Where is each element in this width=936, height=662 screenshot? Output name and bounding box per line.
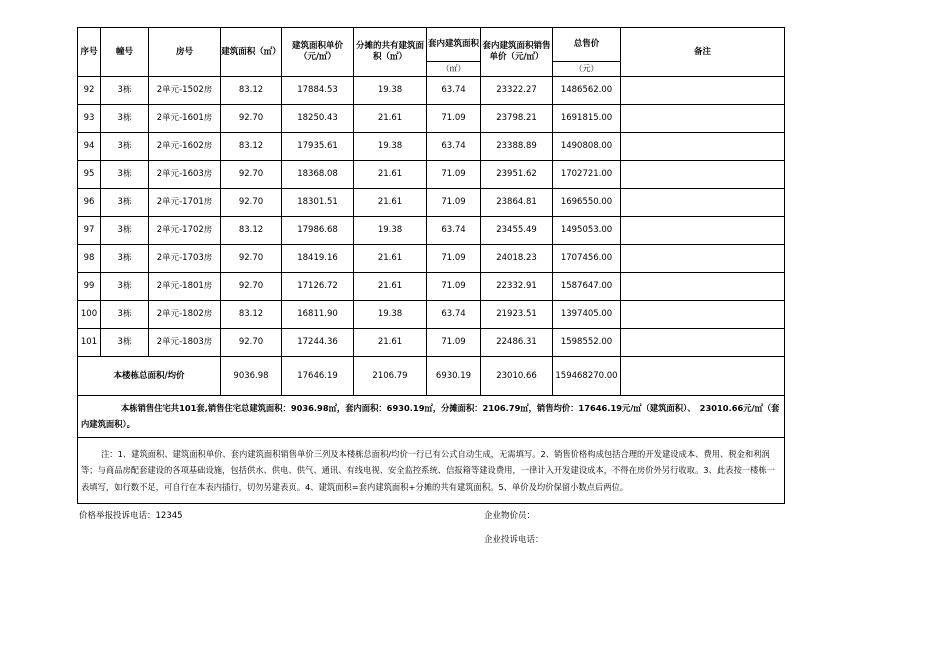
table-row <box>78 105 785 133</box>
cell-room: 2单元-1801房 <box>149 273 221 301</box>
header-total-price: 总售价 <box>553 28 621 62</box>
cell-remark <box>621 329 785 357</box>
header-area-price: 建筑面积单价（元/㎡） <box>282 28 354 77</box>
cell-shared-area: 19.38 <box>354 77 427 105</box>
header-inner-price: 套内建筑面积销售单价（元/㎡） <box>481 28 553 77</box>
company-hotline: 企业投诉电话： <box>484 535 544 545</box>
cell-total-price: 1696550.00 <box>553 189 621 217</box>
cell-shared-area: 21.61 <box>354 329 427 357</box>
cell-shared-area: 19.38 <box>354 217 427 245</box>
cell-inner-area: 71.09 <box>427 161 481 189</box>
cell-building: 3栋 <box>101 273 149 301</box>
cell-seq: 92 <box>78 77 101 105</box>
cell-seq: 99 <box>78 273 101 301</box>
cell-seq: 98 <box>78 245 101 273</box>
cell-shared-area: 19.38 <box>354 133 427 161</box>
cell-remark <box>621 161 785 189</box>
cell-remark <box>621 245 785 273</box>
cell-inner-price: 23864.81 <box>481 189 553 217</box>
cell-shared-area: 21.61 <box>354 105 427 133</box>
cell-area-price: 17126.72 <box>282 273 354 301</box>
cell-shared-area: 21.61 <box>354 245 427 273</box>
summary-cell <box>78 396 785 438</box>
cell-remark <box>621 301 785 329</box>
cell-area: 92.70 <box>221 273 282 301</box>
cell-remark <box>621 217 785 245</box>
cell-total-price: 1495053.00 <box>553 217 621 245</box>
table-row <box>78 329 785 357</box>
cell-total-price: 1486562.00 <box>553 77 621 105</box>
cell-area: 92.70 <box>221 161 282 189</box>
cell-inner-price: 22332.91 <box>481 273 553 301</box>
header-building: 幢号 <box>101 28 149 77</box>
cell-shared-area: 21.61 <box>354 273 427 301</box>
cell-seq: 93 <box>78 105 101 133</box>
header-area: 建筑面积（㎡） <box>221 28 282 77</box>
cell-seq: 95 <box>78 161 101 189</box>
cell-area: 92.70 <box>221 105 282 133</box>
cell-area-price: 18301.51 <box>282 189 354 217</box>
header-room: 房号 <box>149 28 221 77</box>
cell-inner-price: 23798.21 <box>481 105 553 133</box>
cell-total-price: 1702721.00 <box>553 161 621 189</box>
complaint-hotline: 价格举报投诉电话：12345 <box>79 511 183 521</box>
cell-room: 2单元-1702房 <box>149 217 221 245</box>
header-remark: 备注 <box>621 28 785 77</box>
cell-inner-area: 71.09 <box>427 105 481 133</box>
header-seq: 序号 <box>78 28 101 77</box>
totals-inner: 6930.19 <box>427 357 481 396</box>
cell-area-price: 17986.68 <box>282 217 354 245</box>
cell-remark <box>621 189 785 217</box>
cell-building: 3栋 <box>101 161 149 189</box>
header-shared-area: 分摊的共有建筑面积（㎡） <box>354 28 427 77</box>
cell-seq: 97 <box>78 217 101 245</box>
table-row <box>78 133 785 161</box>
cell-area: 83.12 <box>221 77 282 105</box>
cell-area-price: 17935.61 <box>282 133 354 161</box>
cell-area-price: 18250.43 <box>282 105 354 133</box>
cell-building: 3栋 <box>101 77 149 105</box>
cell-seq: 96 <box>78 189 101 217</box>
cell-total-price: 1490808.00 <box>553 133 621 161</box>
cell-inner-price: 23951.62 <box>481 161 553 189</box>
cell-area: 83.12 <box>221 133 282 161</box>
table-row <box>78 189 785 217</box>
totals-inner-price: 23010.66 <box>481 357 553 396</box>
cell-remark <box>621 133 785 161</box>
cell-total-price: 1707456.00 <box>553 245 621 273</box>
cell-remark <box>621 77 785 105</box>
cell-room: 2单元-1803房 <box>149 329 221 357</box>
table-row <box>78 301 785 329</box>
cell-area: 83.12 <box>221 301 282 329</box>
cell-area-price: 17884.53 <box>282 77 354 105</box>
header-inner-area: 套内建筑面积 <box>427 28 481 62</box>
cell-inner-area: 71.09 <box>427 329 481 357</box>
price-table <box>77 27 785 504</box>
totals-shared: 2106.79 <box>354 357 427 396</box>
cell-total-price: 1691815.00 <box>553 105 621 133</box>
header-total-price-unit: （元） <box>553 62 621 77</box>
cell-area: 92.70 <box>221 189 282 217</box>
cell-area-price: 16811.90 <box>282 301 354 329</box>
cell-inner-price: 22486.31 <box>481 329 553 357</box>
cell-room: 2单元-1701房 <box>149 189 221 217</box>
cell-seq: 94 <box>78 133 101 161</box>
totals-total: 159468270.00 <box>553 357 621 396</box>
cell-remark <box>621 273 785 301</box>
cell-building: 3栋 <box>101 301 149 329</box>
cell-room: 2单元-1703房 <box>149 245 221 273</box>
cell-room: 2单元-1502房 <box>149 77 221 105</box>
cell-area-price: 18419.16 <box>282 245 354 273</box>
cell-area-price: 17244.36 <box>282 329 354 357</box>
cell-inner-area: 63.74 <box>427 301 481 329</box>
cell-shared-area: 19.38 <box>354 301 427 329</box>
cell-inner-area: 63.74 <box>427 217 481 245</box>
cell-inner-area: 71.09 <box>427 273 481 301</box>
cell-area: 92.70 <box>221 245 282 273</box>
cell-inner-price: 21923.51 <box>481 301 553 329</box>
cell-inner-price: 24018.23 <box>481 245 553 273</box>
cell-room: 2单元-1602房 <box>149 133 221 161</box>
cell-building: 3栋 <box>101 189 149 217</box>
totals-row <box>78 357 785 396</box>
header-inner-area-unit: （㎡） <box>427 62 481 77</box>
cell-building: 3栋 <box>101 329 149 357</box>
table-row <box>78 161 785 189</box>
totals-remark <box>621 357 785 396</box>
cell-remark <box>621 105 785 133</box>
price-officer: 企业物价员： <box>484 511 536 521</box>
table-row <box>78 273 785 301</box>
note-cell <box>78 438 785 504</box>
cell-shared-area: 21.61 <box>354 161 427 189</box>
table-body <box>78 77 785 357</box>
summary-text: 本栋销售住宅共101套,销售住宅总建筑面积：9036.98㎡，套内面积：6930.19㎡，分摊面积：2106.79㎡，销售均价：17646.19元/㎡（建筑面积）、 23010.66元/㎡（套内建筑面积）。 <box>81 402 780 429</box>
cell-room: 2单元-1802房 <box>149 301 221 329</box>
cell-building: 3栋 <box>101 245 149 273</box>
cell-area: 92.70 <box>221 329 282 357</box>
cell-inner-area: 71.09 <box>427 245 481 273</box>
table-row <box>78 217 785 245</box>
totals-area-price: 17646.19 <box>282 357 354 396</box>
cell-room: 2单元-1603房 <box>149 161 221 189</box>
cell-total-price: 1598552.00 <box>553 329 621 357</box>
totals-label: 本楼栋总面积/均价 <box>78 357 221 396</box>
table-row <box>78 77 785 105</box>
cell-inner-area: 63.74 <box>427 133 481 161</box>
cell-building: 3栋 <box>101 105 149 133</box>
cell-area: 83.12 <box>221 217 282 245</box>
cell-total-price: 1587647.00 <box>553 273 621 301</box>
cell-inner-price: 23388.89 <box>481 133 553 161</box>
note-text: 注：1、建筑面积、建筑面积单价、套内建筑面积销售单价三列及本楼栋总面积/均价一行已有公式自动生成，无需填写。2、销售价格构成包括合理的开发建设成本、费用、税金和利润等；与商品房配套建设的各项基础设施，包括供水、供电、供气、通讯、有线电视、安全监控系统、信报箱等建设费用，一律计入开发建设成本，不得在房价外另行收取。3、此表按一楼栋一表填写，如行数不足，可自行在本表内插行，切勿另建表页。4、建筑面积=套内建筑面积+分摊的共有建筑面积。5、单价及均价保留小数点后两位。 <box>81 449 775 492</box>
cell-seq: 100 <box>78 301 101 329</box>
cell-inner-price: 23322.27 <box>481 77 553 105</box>
table-row <box>78 245 785 273</box>
cell-inner-area: 63.74 <box>427 77 481 105</box>
cell-inner-area: 71.09 <box>427 189 481 217</box>
cell-room: 2单元-1601房 <box>149 105 221 133</box>
totals-area: 9036.98 <box>221 357 282 396</box>
cell-shared-area: 21.61 <box>354 189 427 217</box>
cell-building: 3栋 <box>101 133 149 161</box>
cell-total-price: 1397405.00 <box>553 301 621 329</box>
cell-seq: 101 <box>78 329 101 357</box>
cell-building: 3栋 <box>101 217 149 245</box>
cell-inner-price: 23455.49 <box>481 217 553 245</box>
cell-area-price: 18368.08 <box>282 161 354 189</box>
